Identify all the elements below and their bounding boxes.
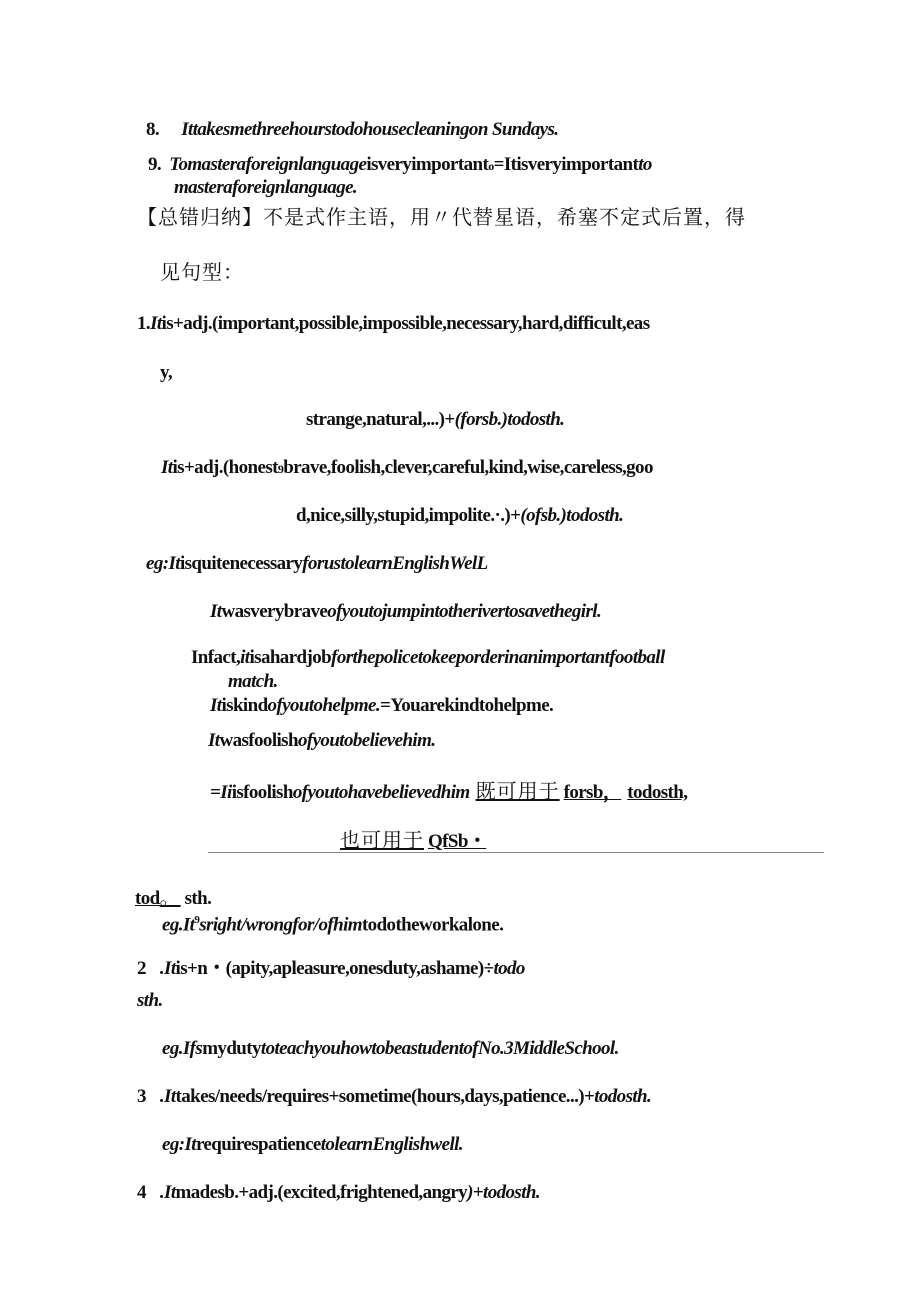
sentence-text: Ittakesmethreehourstodohousecleaningon Sundays. [181, 119, 559, 140]
pattern-text: (ofsb.)todosth. [520, 505, 624, 526]
pattern-text: todosth. [594, 1086, 652, 1107]
example-text: isahardjob [249, 647, 332, 668]
pattern-text: .It [159, 1182, 176, 1203]
note-text: forsb， [563, 782, 622, 803]
pattern-text: madesb.+adj.(excited,frightened,angry [175, 1182, 468, 1203]
tod-line [135, 881, 211, 910]
divider [208, 852, 824, 853]
example-1 [146, 553, 488, 575]
example-text: wasverybrave [221, 601, 328, 622]
example-text: It [208, 730, 220, 751]
note-text: todosth, [627, 782, 688, 803]
summary-heading-continued: 见句型： [160, 260, 244, 284]
example-text: ofyoutohavebelievedhim [292, 782, 470, 803]
pattern-text: (forsb.)todosth. [454, 409, 565, 430]
pattern-text: 9 [277, 462, 284, 476]
pattern-1b-continued [296, 505, 623, 527]
example-7 [340, 824, 486, 853]
pattern-text: brave,foolish,clever,careful,kind,wise,careless,goo [283, 457, 653, 478]
pattern-2-continued: sth. [137, 990, 163, 1011]
example-3-continued: match. [228, 671, 278, 692]
example-6 [210, 775, 687, 804]
example-text: Infact, [191, 647, 241, 668]
pattern-1-continued: y, [160, 362, 173, 383]
line-8 [146, 119, 558, 141]
note-text: QfSb・ [428, 831, 487, 852]
pattern-text: .It [159, 958, 176, 979]
example-text: 9 [194, 914, 200, 926]
item-number: 8. [146, 119, 160, 140]
example-text: It [210, 695, 222, 716]
pattern-text: It [161, 457, 173, 478]
pattern-text: is+adj.(important,possible,impossible,necessary,hard,difficult,eas [161, 313, 650, 334]
example-3 [191, 647, 665, 669]
line-9-continued: masteraforeignlanguage. [174, 177, 358, 198]
example-5 [208, 730, 435, 752]
sentence-text: =It [493, 154, 517, 175]
pattern-1-continued [306, 409, 564, 431]
example-text: wasfoolish [219, 730, 298, 751]
pattern-text: duty,ashame)÷ [382, 958, 494, 979]
example-text: requirespatience [195, 1134, 321, 1155]
example-text: tolearnEnglishwell. [320, 1134, 463, 1155]
item-number: 4 [137, 1182, 146, 1203]
example-text: myduty [202, 1038, 261, 1059]
item-number: 3 [137, 1086, 146, 1107]
example-text: forthepolicetokeeporderinanimportantfootball [331, 647, 665, 668]
example-text: sright/wrongfor/ofhim [199, 914, 362, 936]
sentence-text: isveryimportant [516, 154, 639, 175]
pattern-2 [137, 953, 525, 980]
example-text: ofyoutohelpme. [267, 695, 380, 716]
example-text: forustolearnEnglishWelL [302, 553, 488, 574]
example-text: =Youarekindtohelpme. [380, 695, 554, 716]
example-2 [210, 601, 601, 623]
sentence-text: o [488, 159, 494, 173]
pattern-1 [137, 313, 650, 335]
pattern-text: s [375, 958, 383, 979]
pattern-text: It [150, 313, 162, 334]
pattern-3 [137, 1086, 651, 1108]
example-4 [210, 695, 553, 717]
pattern-text: is+n・(apity,apleasure,one [175, 958, 376, 979]
pattern-4 [137, 1182, 540, 1204]
sentence-text: Tomasteraforeignlanguage [169, 154, 367, 175]
pattern-text: strange,natural,...)+ [306, 409, 455, 430]
item-number: 1. [137, 313, 151, 334]
example-text: =Ii [210, 782, 232, 803]
note-text: tod [135, 888, 160, 909]
example-text: isfoolish [231, 782, 293, 803]
pattern-text: takes/needs/requires+sometime(hours,days,patience...)+ [175, 1086, 595, 1107]
example-8 [162, 914, 503, 936]
note-text: 。 [159, 885, 181, 909]
example-text: eg:It [146, 553, 180, 574]
example-text: eg:It [162, 1134, 196, 1155]
example-9 [162, 1038, 619, 1060]
example-text: ofyoutobelievehim. [297, 730, 436, 751]
pattern-text: d,nice,silly,stupid,impolite.·.)+ [296, 505, 521, 526]
example-text: todotheworkalone. [361, 914, 504, 936]
example-text: It [210, 601, 222, 622]
example-text: eg.Ifs [162, 1038, 203, 1059]
pattern-text: )+todosth. [467, 1182, 541, 1203]
example-text: iskind [221, 695, 268, 716]
pattern-text: is+adj.(honest [172, 457, 278, 478]
item-number: 9. [148, 154, 162, 175]
example-text: isquitenecessary [179, 553, 303, 574]
note-text: sth. [184, 888, 212, 909]
pattern-text: .It [159, 1086, 176, 1107]
example-text: ofyoutojumpintotherivertosavethegirl. [327, 601, 602, 622]
summary-heading: 【总错归纳】不是式作主语，用〃代替星语，希塞不定式后置，得 [137, 205, 746, 229]
pattern-1b [161, 457, 653, 479]
sentence-text: to [638, 154, 652, 175]
note-text: 既可用于 [475, 779, 560, 803]
line-9 [148, 154, 652, 176]
example-text: it [240, 647, 250, 668]
pattern-text: todo [493, 958, 525, 979]
example-10 [162, 1134, 463, 1156]
item-number: 2 [137, 958, 146, 979]
note-text: 也可用于 [340, 828, 424, 852]
example-text: eg.It [162, 914, 195, 936]
sentence-text: isveryimportant [366, 154, 489, 175]
example-text: toteachyouhowtobeastudentofNo.3MiddleSchool. [260, 1038, 619, 1059]
